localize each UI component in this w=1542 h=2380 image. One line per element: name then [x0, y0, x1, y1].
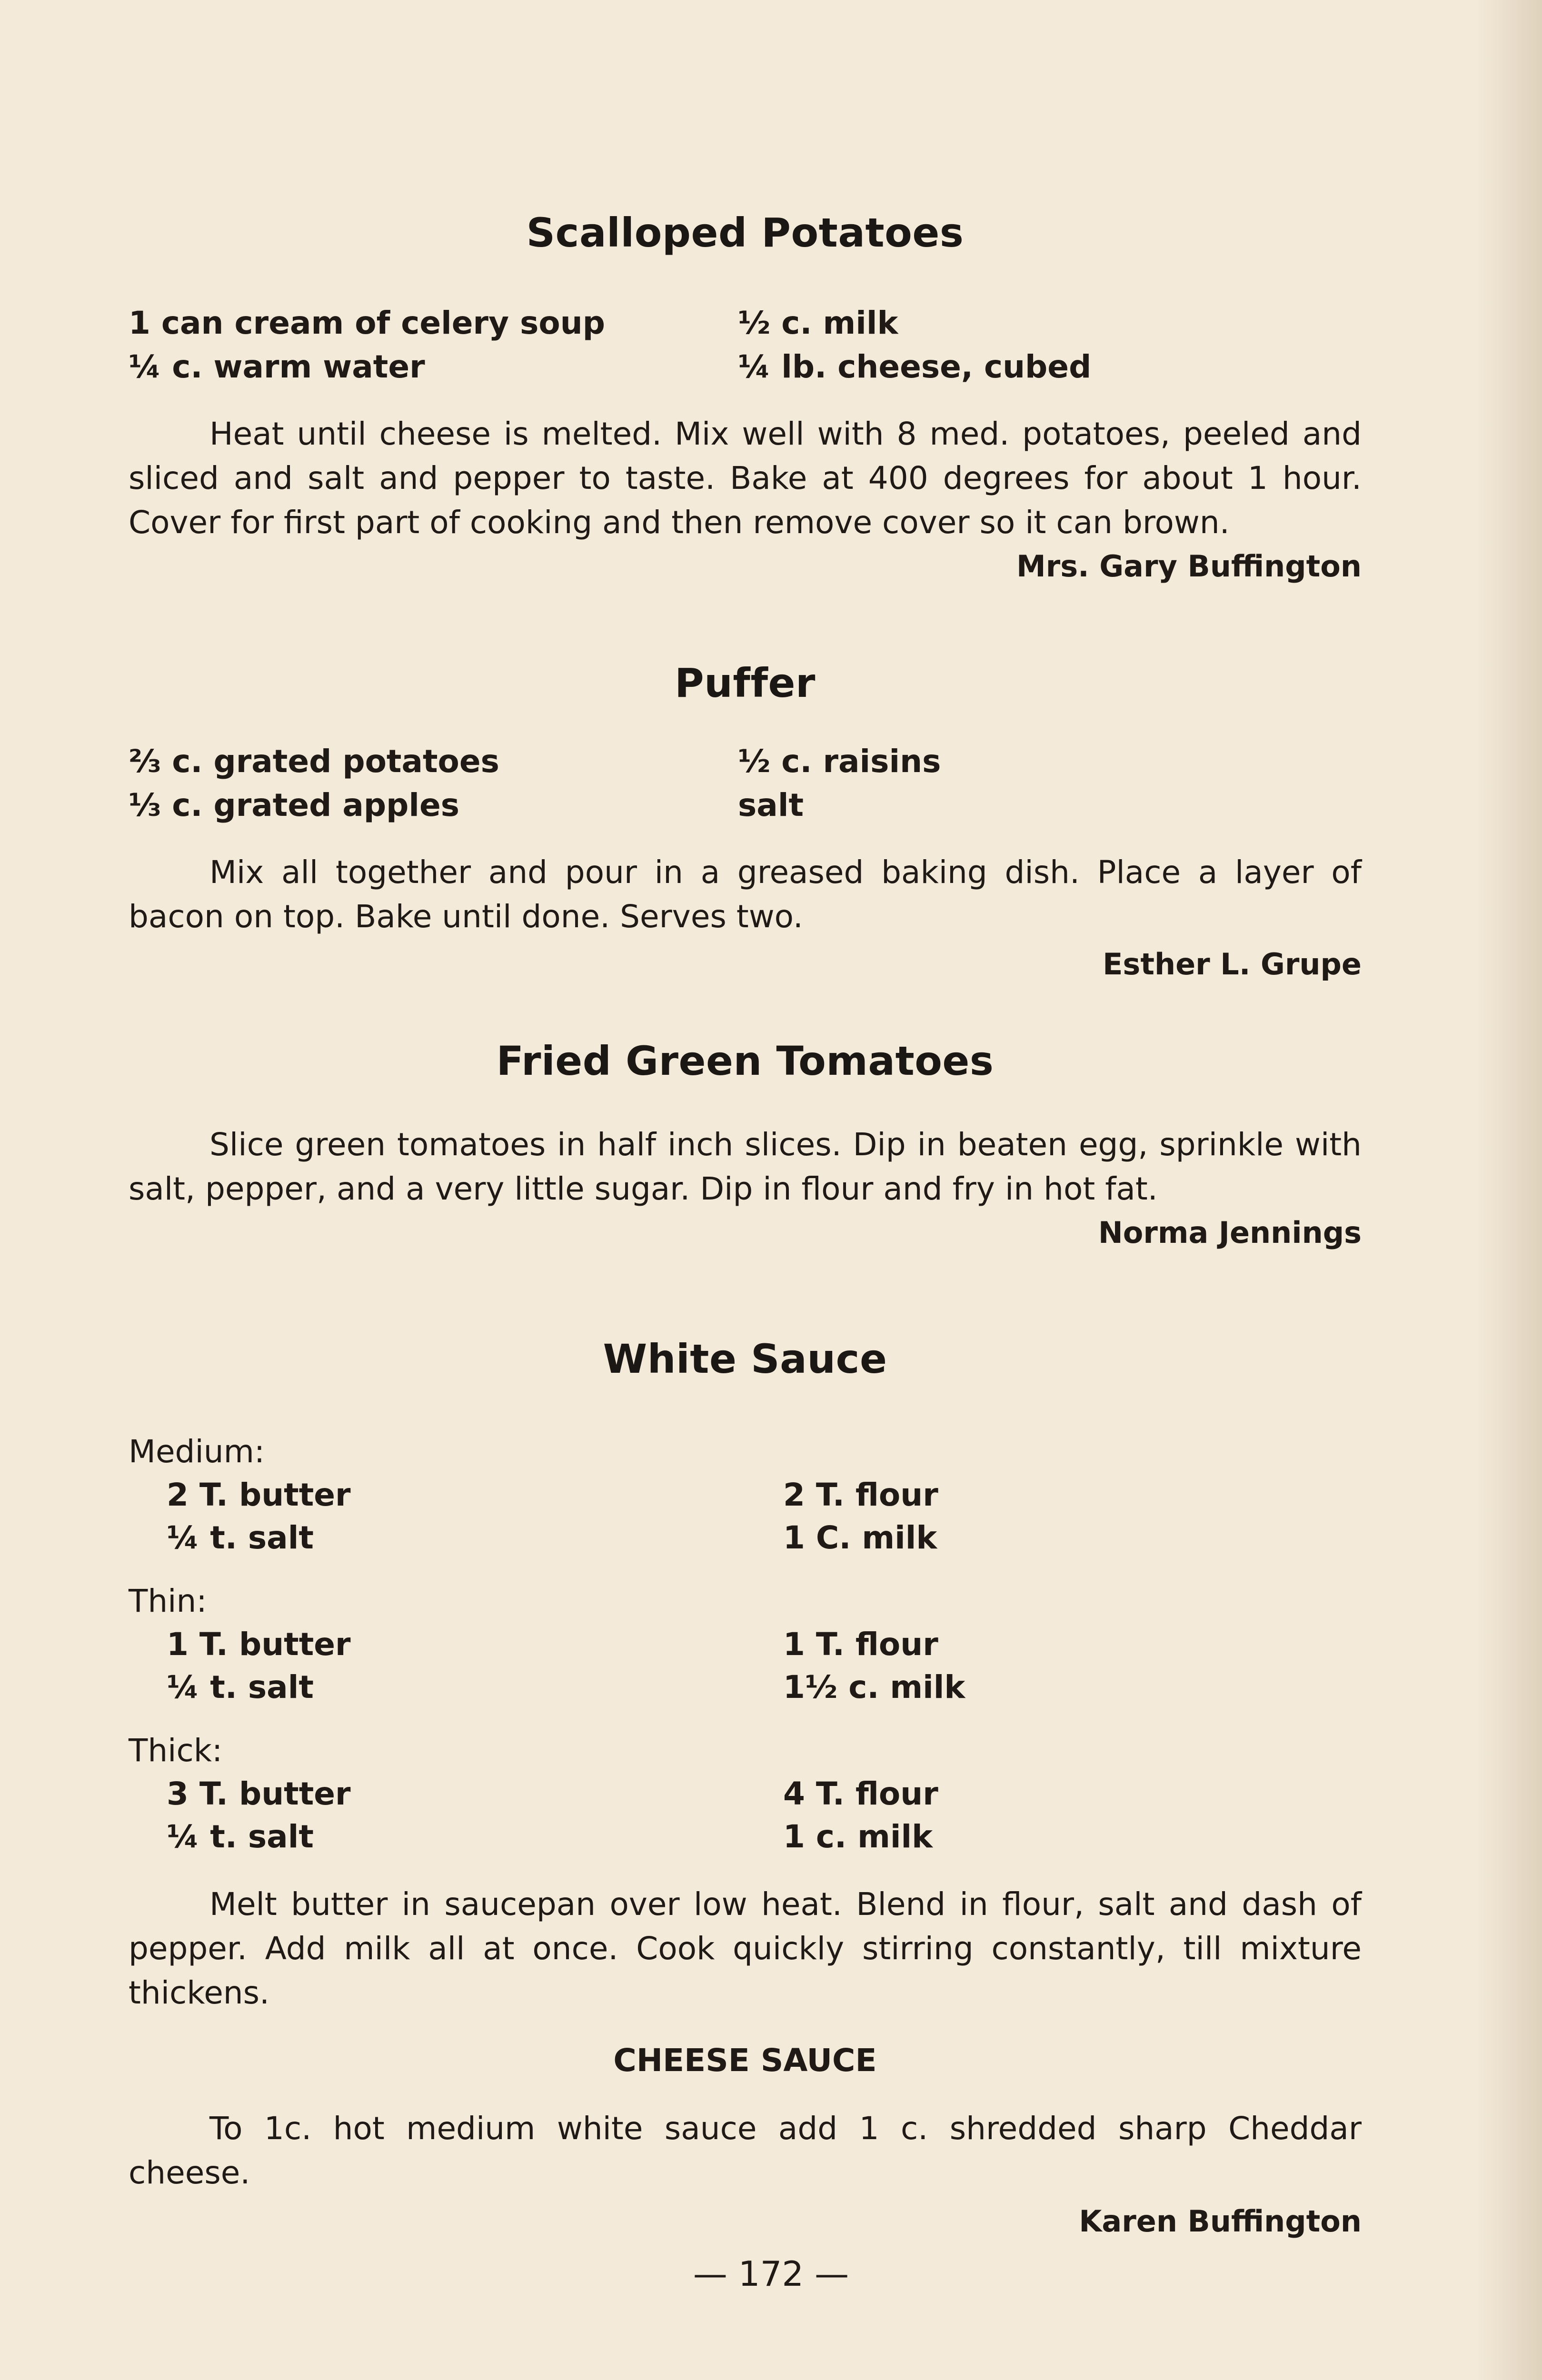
- variant-label: Thin:: [129, 1583, 207, 1619]
- ingredient: ⅔ c. grated potatoes: [129, 743, 499, 780]
- ingredient: ¼ t. salt: [167, 1818, 314, 1855]
- ingredient: 1 can cream of celery soup: [129, 305, 605, 341]
- ingredient-row: [129, 1623, 1362, 1666]
- variant-thin: [129, 1579, 1362, 1709]
- ingredient-list: [129, 740, 1362, 827]
- recipe-title: Scalloped Potatoes: [526, 209, 964, 256]
- ingredient: 2 T. flour: [783, 1477, 938, 1513]
- ingredient: ¼ t. salt: [167, 1669, 314, 1706]
- sub-recipe-title: CHEESE SAUCE: [613, 2042, 877, 2079]
- sub-recipe-directions: To 1c. hot medium white sauce add 1 c. shredded sharp Cheddar cheese.: [129, 2110, 1362, 2191]
- recipe-title: Puffer: [675, 660, 816, 706]
- ingredient-row: [129, 1773, 1362, 1815]
- ingredient: ½ c. milk: [738, 305, 898, 341]
- ingredient: salt: [738, 787, 804, 823]
- ingredient-row: [129, 1666, 1362, 1709]
- ingredient: ¼ t. salt: [167, 1519, 314, 1556]
- ingredient-row: [129, 1815, 1362, 1858]
- variant-label: Medium:: [129, 1433, 265, 1470]
- variant-label: Thick:: [129, 1732, 223, 1769]
- ingredient: 1 T. butter: [167, 1626, 351, 1663]
- recipe-page: [129, 209, 1362, 2243]
- page-number: — 172 —: [693, 2254, 849, 2294]
- variant-thick: [129, 1729, 1362, 1858]
- ingredient: 1½ c. milk: [783, 1669, 965, 1706]
- ingredient: 3 T. butter: [167, 1775, 351, 1812]
- recipe-author: Esther L. Grupe: [1103, 947, 1362, 982]
- recipe-white-sauce: [129, 1336, 1362, 2243]
- ingredient-list: [129, 301, 1362, 389]
- recipe-author: Karen Buffington: [1079, 2204, 1362, 2239]
- recipe-puffer: [129, 660, 1362, 986]
- recipe-fried-green-tomatoes: [129, 1038, 1362, 1255]
- recipe-author: Mrs. Gary Buffington: [1016, 549, 1362, 584]
- recipe-directions: Mix all together and pour in a greased baking dish. Place a layer of bacon on top. Bake until done. Serves two.: [129, 854, 1362, 935]
- ingredient: ½ c. raisins: [738, 743, 941, 780]
- ingredient-row: [129, 1517, 1362, 1559]
- ingredient-row: [129, 1474, 1362, 1517]
- ingredient: ¼ c. warm water: [129, 348, 425, 385]
- recipe-directions: Slice green tomatoes in half inch slices. Dip in beaten egg, sprinkle with salt, pepper, and a very little sugar. Dip in flour and fry in hot fat.: [129, 1126, 1362, 1207]
- ingredient: 4 T. flour: [783, 1775, 938, 1812]
- recipe-title: Fried Green Tomatoes: [496, 1038, 994, 1084]
- ingredient: 1 C. milk: [783, 1519, 937, 1556]
- ingredient: 2 T. butter: [167, 1477, 351, 1513]
- recipe-directions: Melt butter in saucepan over low heat. Blend in flour, salt and dash of pepper. Add milk all at once. Cook quickly stirring constantly, till mixture thickens.: [129, 1886, 1362, 2011]
- recipe-scalloped-potatoes: [129, 209, 1362, 588]
- page-edge-shadow: [1475, 0, 1542, 2380]
- variant-medium: [129, 1430, 1362, 1559]
- ingredient: ⅓ c. grated apples: [129, 787, 460, 823]
- ingredient: ¼ lb. cheese, cubed: [738, 348, 1092, 385]
- recipe-author: Norma Jennings: [1098, 1215, 1362, 1250]
- recipe-directions: Heat until cheese is melted. Mix well with 8 med. potatoes, peeled and sliced and salt and pepper to taste. Bake at 400 degrees for about 1 hour. Cover for first part of cooking and then remove cover so it can brown.: [129, 416, 1362, 541]
- ingredient: 1 T. flour: [783, 1626, 938, 1663]
- recipe-title: White Sauce: [603, 1336, 887, 1382]
- ingredient: 1 c. milk: [783, 1818, 933, 1855]
